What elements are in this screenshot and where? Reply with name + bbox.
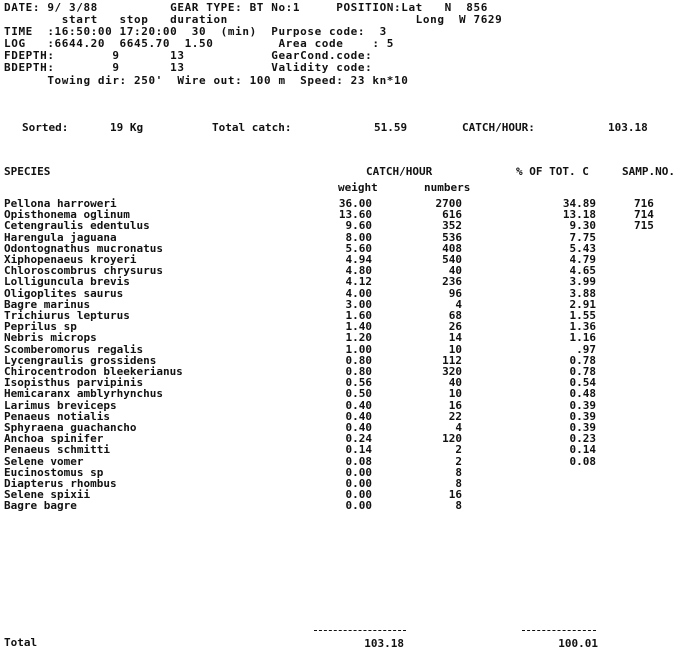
numbers-value: 2 xyxy=(455,443,462,456)
pct-value: 0.54 xyxy=(569,376,596,389)
species-name: Oligoplites saurus xyxy=(4,287,124,300)
pct-value: 34.89 xyxy=(562,197,596,210)
species-name: Diapterus rhombus xyxy=(4,477,117,490)
sorted-value: 19 Kg xyxy=(110,121,144,134)
pct-value: .97 xyxy=(576,343,596,356)
weight-value: 0.40 xyxy=(345,410,372,423)
weight-value: 0.56 xyxy=(345,376,372,389)
pct-value: 2.91 xyxy=(569,298,596,311)
weight-value: 0.40 xyxy=(345,399,372,412)
pct-value: 4.65 xyxy=(569,264,596,277)
weight-total-rule xyxy=(314,630,406,631)
numbers-value: 8 xyxy=(455,466,462,479)
numbers-value: 8 xyxy=(455,477,462,490)
species-name: Scomberomorus regalis xyxy=(4,343,144,356)
pct-value: 0.78 xyxy=(569,365,596,378)
col-pct: % OF TOT. C xyxy=(516,165,589,178)
species-name: Penaeus schmitti xyxy=(4,443,110,456)
species-name: Lycengraulis grossidens xyxy=(4,354,157,367)
numbers-value: 26 xyxy=(448,320,462,333)
species-name: Lolliguncula brevis xyxy=(4,275,130,288)
header-line-time: TIME :16:50:00 17:20:00 30 (min) Purpose code: 3 xyxy=(4,25,387,38)
weight-value: 0.80 xyxy=(345,354,372,367)
total-catch-label: Total catch: xyxy=(212,121,292,134)
pct-value: 3.99 xyxy=(569,275,596,288)
pct-value: 1.55 xyxy=(569,309,596,322)
total-pct: 100.01 xyxy=(558,637,598,650)
weight-value: 1.00 xyxy=(345,343,372,356)
pct-value: 1.36 xyxy=(569,320,596,333)
pct-value: 0.39 xyxy=(569,399,596,412)
catch-hour-label: CATCH/HOUR: xyxy=(462,121,535,134)
weight-value: 8.00 xyxy=(345,231,372,244)
header-line-fdepth: FDEPTH: 9 13 GearCond.code: xyxy=(4,49,373,62)
col-numbers: numbers xyxy=(424,181,471,194)
samp-value: 716 xyxy=(634,197,654,210)
species-name: Chirocentrodon bleekerianus xyxy=(4,365,183,378)
pct-value: 9.30 xyxy=(569,219,596,232)
catch-hour-value: 103.18 xyxy=(608,121,648,134)
species-name: Harengula jaguana xyxy=(4,231,117,244)
pct-value: 5.43 xyxy=(569,242,596,255)
weight-value: 4.94 xyxy=(345,253,372,266)
numbers-value: 14 xyxy=(448,331,462,344)
header-line-date: DATE: 9/ 3/88 GEAR TYPE: BT No:1 POSITION:Lat N 856 xyxy=(4,1,488,14)
weight-value: 4.12 xyxy=(345,275,372,288)
species-name: Pellona harroweri xyxy=(4,197,117,210)
header-line-log: LOG :6644.20 6645.70 1.50 Area code : 5 xyxy=(4,37,395,50)
pct-value: 1.16 xyxy=(569,331,596,344)
pct-value: 0.48 xyxy=(569,387,596,400)
weight-value: 0.24 xyxy=(345,432,372,445)
total-label: Total xyxy=(4,636,38,649)
numbers-value: 408 xyxy=(442,242,462,255)
weight-value: 0.50 xyxy=(345,387,372,400)
numbers-value: 540 xyxy=(442,253,462,266)
species-name: Nebris microps xyxy=(4,331,97,344)
pct-value: 0.78 xyxy=(569,354,596,367)
total-catch-value: 51.59 xyxy=(374,121,408,134)
species-name: Chloroscombrus chrysurus xyxy=(4,264,163,277)
numbers-value: 68 xyxy=(448,309,462,322)
numbers-value: 16 xyxy=(448,399,462,412)
numbers-value: 10 xyxy=(448,343,462,356)
weight-value: 0.40 xyxy=(345,421,372,434)
numbers-value: 8 xyxy=(455,499,462,512)
species-name: Xiphopenaeus kroyeri xyxy=(4,253,137,266)
species-name: Isopisthus parvipinis xyxy=(4,376,144,389)
numbers-value: 2700 xyxy=(435,197,462,210)
weight-value: 0.80 xyxy=(345,365,372,378)
numbers-value: 40 xyxy=(448,376,462,389)
header-line-columns: start stop duration Long W 7629 xyxy=(4,13,503,26)
numbers-value: 120 xyxy=(442,432,462,445)
species-name: Peprilus sp xyxy=(4,320,77,333)
weight-value: 1.20 xyxy=(345,331,372,344)
col-weight: weight xyxy=(338,181,378,194)
numbers-value: 236 xyxy=(442,275,462,288)
species-name: Bagre bagre xyxy=(4,499,77,512)
pct-value: 4.79 xyxy=(569,253,596,266)
species-name: Cetengraulis edentulus xyxy=(4,219,150,232)
weight-value: 4.00 xyxy=(345,287,372,300)
numbers-value: 10 xyxy=(448,387,462,400)
weight-value: 0.14 xyxy=(345,443,372,456)
pct-value: 0.39 xyxy=(569,421,596,434)
numbers-value: 616 xyxy=(442,208,462,221)
species-name: Selene spixii xyxy=(4,488,91,501)
species-name: Sphyraena guachancho xyxy=(4,421,137,434)
species-name: Penaeus notialis xyxy=(4,410,110,423)
species-name: Anchoa spinifer xyxy=(4,432,104,445)
pct-value: 0.14 xyxy=(569,443,596,456)
numbers-value: 96 xyxy=(448,287,462,300)
sorted-label: Sorted: xyxy=(22,121,69,134)
species-name: Hemicaranx amblyrhynchus xyxy=(4,387,163,400)
weight-value: 0.00 xyxy=(345,466,372,479)
col-species: SPECIES xyxy=(4,165,51,178)
weight-value: 9.60 xyxy=(345,219,372,232)
weight-value: 3.00 xyxy=(345,298,372,311)
weight-value: 13.60 xyxy=(338,208,372,221)
pct-value: 0.08 xyxy=(569,455,596,468)
species-name: Larimus breviceps xyxy=(4,399,117,412)
numbers-value: 16 xyxy=(448,488,462,501)
numbers-value: 536 xyxy=(442,231,462,244)
weight-value: 4.80 xyxy=(345,264,372,277)
numbers-value: 112 xyxy=(442,354,462,367)
numbers-value: 22 xyxy=(448,410,462,423)
samp-value: 715 xyxy=(634,219,654,232)
weight-value: 0.08 xyxy=(345,455,372,468)
pct-value: 3.88 xyxy=(569,287,596,300)
species-name: Odontognathus mucronatus xyxy=(4,242,163,255)
numbers-value: 40 xyxy=(448,264,462,277)
species-name: Eucinostomus sp xyxy=(4,466,104,479)
col-samp: SAMP.NO. xyxy=(622,165,675,178)
numbers-value: 2 xyxy=(455,455,462,468)
header-line-towing: Towing dir: 250' Wire out: 100 m Speed: 23 kn*10 xyxy=(4,74,409,87)
samp-value: 714 xyxy=(634,208,654,221)
col-catch-hour: CATCH/HOUR xyxy=(366,165,433,178)
header-line-bdepth: BDEPTH: 9 13 Validity code: xyxy=(4,61,373,74)
species-name: Bagre marinus xyxy=(4,298,91,311)
pct-value: 0.23 xyxy=(569,432,596,445)
weight-value: 0.00 xyxy=(345,488,372,501)
numbers-value: 320 xyxy=(442,365,462,378)
pct-value: 7.75 xyxy=(569,231,596,244)
numbers-value: 4 xyxy=(455,421,462,434)
total-weight: 103.18 xyxy=(364,637,404,650)
species-name: Selene vomer xyxy=(4,455,84,468)
numbers-value: 352 xyxy=(442,219,462,232)
species-name: Trichiurus lepturus xyxy=(4,309,130,322)
weight-value: 1.40 xyxy=(345,320,372,333)
species-name: Opisthonema oglinum xyxy=(4,208,130,221)
numbers-value: 4 xyxy=(455,298,462,311)
weight-value: 1.60 xyxy=(345,309,372,322)
weight-value: 0.00 xyxy=(345,477,372,490)
pct-value: 13.18 xyxy=(562,208,596,221)
pct-total-rule xyxy=(522,630,596,631)
pct-value: 0.39 xyxy=(569,410,596,423)
weight-value: 0.00 xyxy=(345,499,372,512)
weight-value: 5.60 xyxy=(345,242,372,255)
weight-value: 36.00 xyxy=(338,197,372,210)
